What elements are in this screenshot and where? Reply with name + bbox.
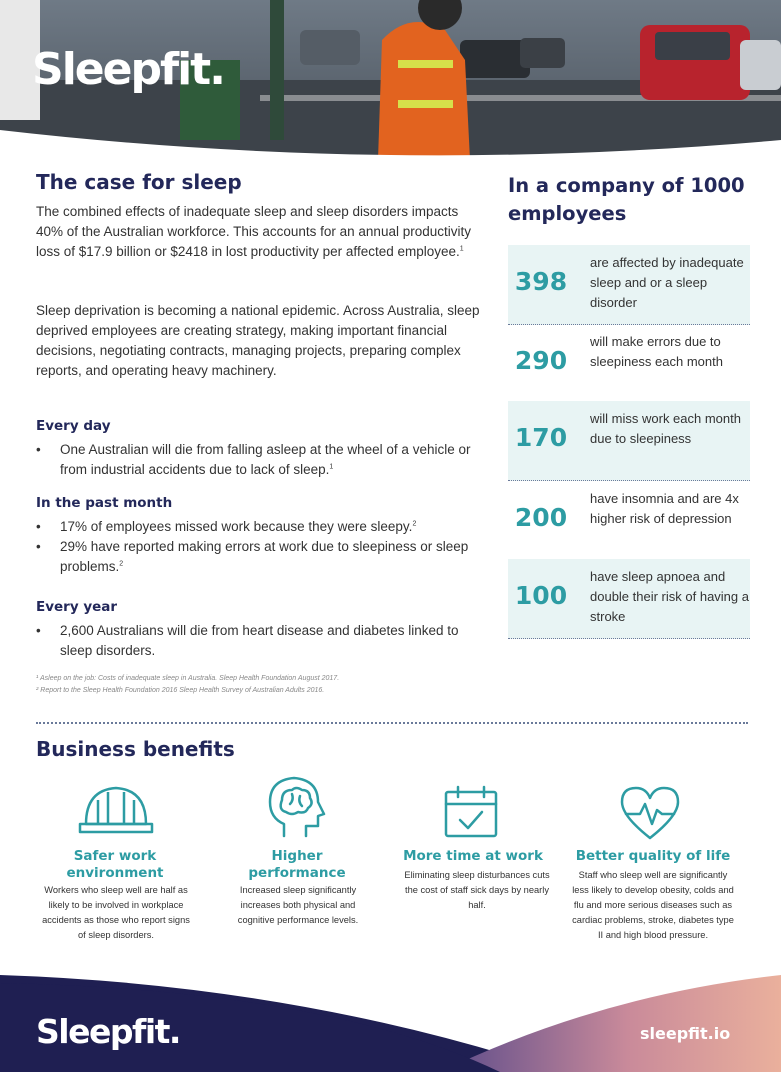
list-item: • One Australian will die from falling asleep at the wheel of a vehicle or from industrial accidents due to lack of sleep.$^1$ — [36, 442, 471, 477]
stat-row — [508, 245, 750, 325]
footnote-1: ¹ Asleep on the job: Costs of inadequate sleep in Australia. Sleep Health Foundation August 2017. — [36, 675, 340, 682]
stat-row — [508, 481, 750, 561]
stat-value: 100 — [514, 581, 568, 610]
stat-value: 200 — [514, 503, 568, 532]
stat-value: 170 — [514, 423, 568, 452]
benefit-text: Staff who sleep well are significantly less likely to develop obesity, colds and flu and more serious diseases such as cardiac problems, stroke, diabetes type II and high blood pressure. — [572, 870, 734, 940]
benefit-title: More time at work — [403, 848, 543, 864]
hard-hat-icon — [76, 780, 156, 840]
every-day-heading: Every day — [36, 418, 111, 434]
benefit-text: Increased sleep significantly increases both physical and cognitive performance levels. — [237, 885, 359, 925]
benefit-title: Safer work environment — [66, 848, 164, 881]
stat-row — [508, 559, 750, 639]
stat-text: have insomnia and are 4x higher risk of depression — [590, 491, 739, 526]
footer-url-link[interactable]: sleepfit.io — [640, 1024, 731, 1043]
stat-value: 398 — [514, 267, 568, 296]
list-item: • 29% have reported making errors at work due to sleepiness or sleep problems.$^2$ — [36, 539, 469, 574]
benefit-title: Better quality of life — [575, 848, 731, 864]
stat-row — [508, 324, 750, 404]
section-divider — [36, 722, 748, 724]
every-year-heading: Every year — [36, 599, 118, 615]
list-item: • 2,600 Australians will die from heart disease and diabetes linked to sleep disorders. — [36, 623, 459, 658]
stat-row — [508, 401, 750, 481]
stat-text: will make errors due to sleepiness each month — [590, 334, 723, 369]
stat-value: 290 — [514, 346, 568, 375]
case-title: The case for sleep — [36, 170, 242, 194]
list-item: • 17% of employees missed work because they were sleepy.$^2$ — [36, 519, 417, 534]
footnote-2: ² Report to the Sleep Health Foundation 2016 Sleep Health Survey of Australian Adults 2016. — [36, 687, 325, 694]
benefits-title: Business benefits — [36, 737, 235, 761]
benefit-title: Higher performance — [248, 848, 346, 881]
hero-photo — [0, 0, 781, 160]
footer-logo: Sleepfit. — [36, 1012, 180, 1051]
stat-text: will miss work each month due to sleepiness — [590, 411, 741, 446]
header-logo: Sleepfit. — [32, 44, 224, 95]
benefit-text: Workers who sleep well are half as likely to be involved in workplace accidents as those who report signs of sleep disorders. — [42, 885, 190, 940]
brain-head-icon — [262, 774, 328, 840]
benefit-text: Eliminating sleep disturbances cuts the cost of staff sick days by nearly half. — [404, 870, 550, 910]
case-paragraph-2: Sleep deprivation is becoming a national epidemic. Across Australia, sleep deprived employees are creating strategy, making important financial decisions, negotiating contracts, managing projects, preparing complex reports, and operating heavy machinery. — [36, 303, 480, 378]
stat-text: are affected by inadequate sleep and or a sleep disorder — [590, 255, 744, 310]
case-paragraph-1: The combined effects of inadequate sleep and sleep disorders impacts 40% of the Australian workforce. This accounts for an annual productivity loss of $17.9 billion or $2418 in lost productivity per affected employee.$^1$ — [36, 204, 471, 259]
company-title: In a company of 1000 employees — [508, 174, 745, 225]
past-month-heading: In the past month — [36, 495, 173, 511]
heart-pulse-icon — [618, 784, 682, 842]
calendar-check-icon — [442, 784, 500, 840]
stat-text: have sleep apnoea and double their risk of having a stroke — [590, 569, 749, 624]
